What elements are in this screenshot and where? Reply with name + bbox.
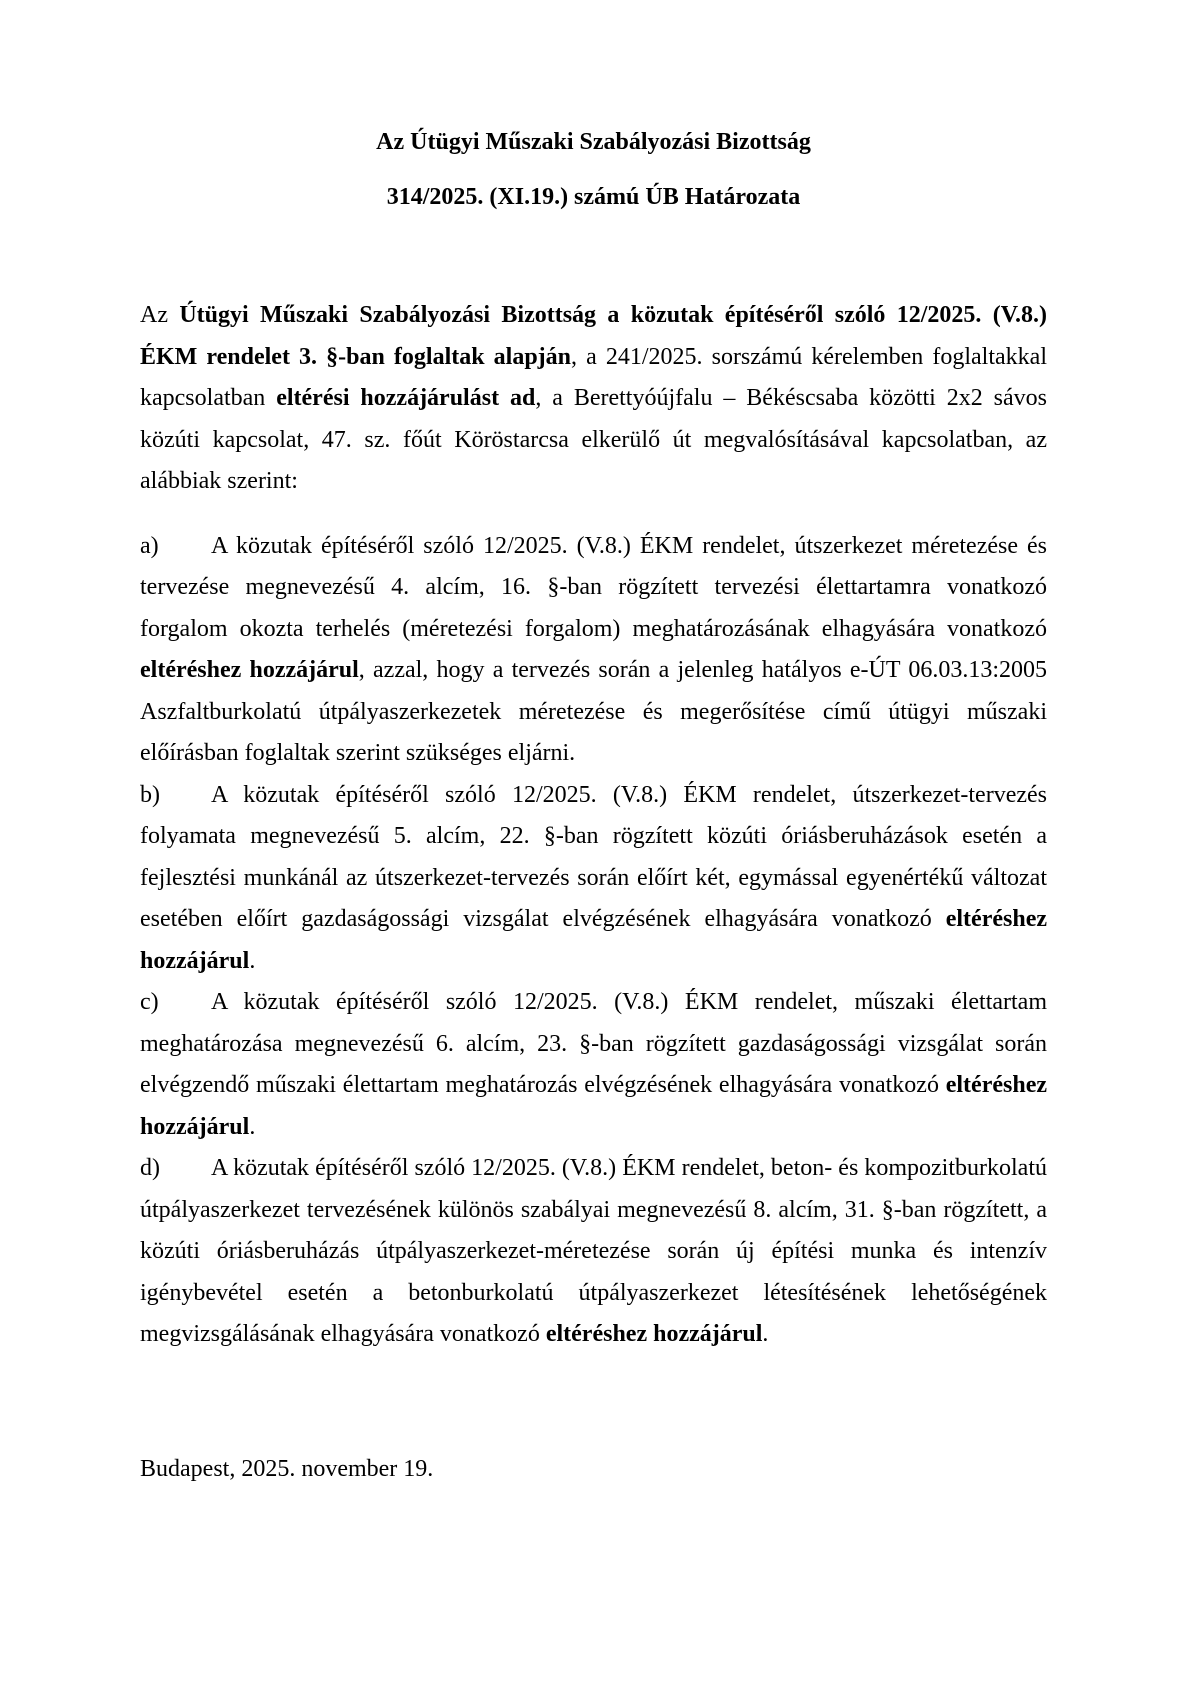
document-title-line2: 314/2025. (XI.19.) számú ÚB Határozata bbox=[386, 183, 801, 210]
date-line: Budapest, 2025. november 19. bbox=[140, 1455, 434, 1482]
item-text-a: A közutak építéséről szóló 12/2025. (V.8.) ÉKM rendelet, útszerkezet méretezése és tervezése megnevezésű 4. alcím, 16. §-ban rögzített tervezési élettartamra vonatkozó forgalom okozta terhelés (méretezési forgalom) meghatározásának elhagyására vonatkozó eltéréshez hozzájárul, azzal, hogy a tervezés során a jelenleg hatályos e-ÚT 06.03.13:2005 Aszfaltburkolatú útpályaszerkezetek méretezése és megerősítése című útügyi műszaki előírásban foglaltak szerint szükséges eljárni. bbox=[140, 532, 1047, 766]
document-content bbox=[140, 0, 1047, 1490]
item-label-b: b) bbox=[140, 781, 160, 808]
decision-item-a bbox=[140, 526, 1047, 775]
item-text-c: A közutak építéséről szóló 12/2025. (V.8.) ÉKM rendelet, műszaki élettartam meghatározása megnevezésű 6. alcím, 23. §-ban rögzített gazdaságossági vizsgálat során elvégzendő műszaki élettartam meghatározás elvégzésének elhagyására vonatkozó eltéréshez hozzájárul. bbox=[140, 989, 1047, 1140]
item-text-d: A közutak építéséről szóló 12/2025. (V.8.) ÉKM rendelet, beton- és kompozitburkolatú útpályaszerkezet tervezésének különös szabályai megnevezésű 8. alcím, 31. §-ban rögzített, a közúti óriásberuházás útpályaszerkezet-méretezése során új építési munka és intenzív igénybevétel esetén a betonburkolatú útpályaszerkezet létesítésének lehetőségének megvizsgálásának elhagyására vonatkozó eltéréshez hozzájárul. bbox=[140, 1155, 1047, 1347]
document-title bbox=[140, 122, 1047, 218]
document-title-line1: Az Útügyi Műszaki Szabályozási Bizottság bbox=[376, 129, 811, 155]
item-label-d: d) bbox=[140, 1155, 160, 1181]
item-text-b: A közutak építéséről szóló 12/2025. (V.8.) ÉKM rendelet, útszerkezet-tervezés folyamata megnevezésű 5. alcím, 22. §-ban rögzített közúti óriásberuházások esetén a fejlesztési munkánál az útszerkezet-tervezés során előírt két, egymással egyenértékű változat esetében előírt gazdaságossági vizsgálat elvégzésének elhagyására vonatkozó eltéréshez hozzájárul. bbox=[140, 781, 1047, 974]
item-label-c: c) bbox=[140, 989, 159, 1015]
decision-item-d bbox=[140, 1148, 1047, 1356]
item-label-a: a) bbox=[140, 532, 159, 559]
intro-paragraph: Az Útügyi Műszaki Szabályozási Bizottság a közutak építéséről szóló 12/2025. (V.8.) ÉKM rendelet 3. §-ban foglaltak alapján, a 241/2025. sorszámú kérelemben foglaltakkal kapcsolatban eltérési hozzájárulást ad, a Berettyóújfalu – Békéscsaba közötti 2x2 sávos közúti kapcsolat, 47. sz. főút Köröstarcsa elkerülő út megvalósításával kapcsolatban, az alábbiak szerint: bbox=[140, 302, 1048, 494]
decision-item-c bbox=[140, 982, 1047, 1148]
decision-item-b bbox=[140, 775, 1047, 983]
